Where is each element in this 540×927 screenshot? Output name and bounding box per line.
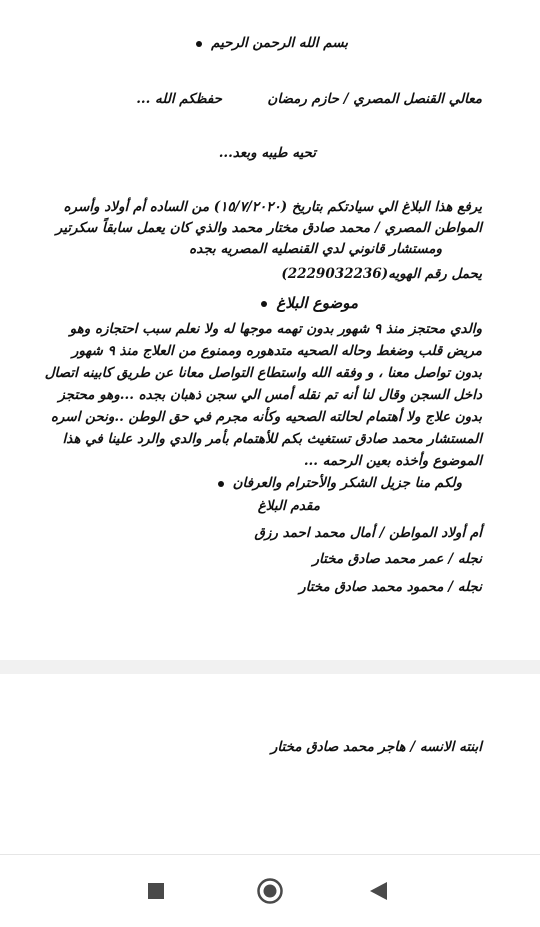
id-line: يحمل رقم الهويه(2229032236) xyxy=(281,266,482,282)
subject-title: موضوع البلاغ xyxy=(276,294,358,312)
square-icon xyxy=(146,881,166,901)
addressee: معالي القنصل المصري / حازم رمضان xyxy=(267,91,482,107)
signatory-1: أم أولاد المواطن / أمال محمد احمد رزق xyxy=(254,525,482,541)
intro-line-2: المواطن المصري / محمد صادق مختار محمد والذي كان يعمل سابقاً سكرتير xyxy=(55,220,482,236)
thanks: ولكم منا جزيل الشكر والأحترام والعرفان xyxy=(232,475,462,491)
bullet-icon xyxy=(196,41,202,47)
page-separator xyxy=(0,660,540,674)
intro-line-1: يرفع هذا البلاغ الي سيادتكم بتاريخ (١٥/٧/٢٠٢٠) من الساده أم أولاد وأسره xyxy=(63,199,482,215)
body-line-3: بدون تواصل معنا ، و وفقه الله واستطاع التواصل معانا عن طريق كابينه اتصال xyxy=(44,365,482,381)
body-line-7: الموضوع وأخذه بعين الرحمه ... xyxy=(303,453,482,469)
body-line-6: المستشار محمد صادق تستغيث بكم للأهتمام بأمر والدي والرد علينا في هذا xyxy=(62,431,482,447)
body-line-2: مريض قلب وضغط وحاله الصحيه متدهوره وممنوع من العلاج منذ ٩ شهور xyxy=(71,343,482,359)
bullet-icon xyxy=(261,301,267,307)
back-button[interactable] xyxy=(368,880,390,906)
document-page-2 xyxy=(0,674,540,854)
triangle-icon xyxy=(368,880,390,902)
thanks-line xyxy=(218,474,462,493)
bullet-icon xyxy=(218,481,224,487)
android-navigation-bar xyxy=(0,854,540,927)
basmala-line xyxy=(196,34,348,53)
home-button[interactable] xyxy=(256,877,284,909)
basmala: بسم الله الرحمن الرحيم xyxy=(211,35,348,51)
greeting: تحيه طيبه وبعد... xyxy=(218,145,316,161)
addressee-blessing: حفظكم الله ... xyxy=(136,91,222,107)
body-line-1: والدي محتجز منذ ٩ شهور بدون تهمه موجها له ولا نعلم سبب احتجازه وهو xyxy=(69,321,482,337)
submitter-title: مقدم البلاغ xyxy=(257,498,320,514)
page2-signatory: ابنته الانسه / هاجر محمد صادق مختار xyxy=(270,739,482,755)
circle-icon xyxy=(256,877,284,905)
signatory-3: نجله / محمود محمد صادق مختار xyxy=(299,579,482,595)
subject-line xyxy=(261,294,358,313)
recent-apps-button[interactable] xyxy=(146,881,166,905)
body-line-4: داخل السجن وقال لنا أنه تم نقله أمس الي سجن ذهبان بجده ...وهو محتجز xyxy=(58,387,482,403)
signatory-2: نجله / عمر محمد صادق مختار xyxy=(312,551,482,567)
body-line-5: بدون علاج ولا أهتمام لحالته الصحيه وكأنه مجرم في حق الوطن ..ونحن اسره xyxy=(50,409,482,425)
intro-line-3: ومستشار قانوني لدي القنصليه المصريه بجده xyxy=(189,241,442,257)
